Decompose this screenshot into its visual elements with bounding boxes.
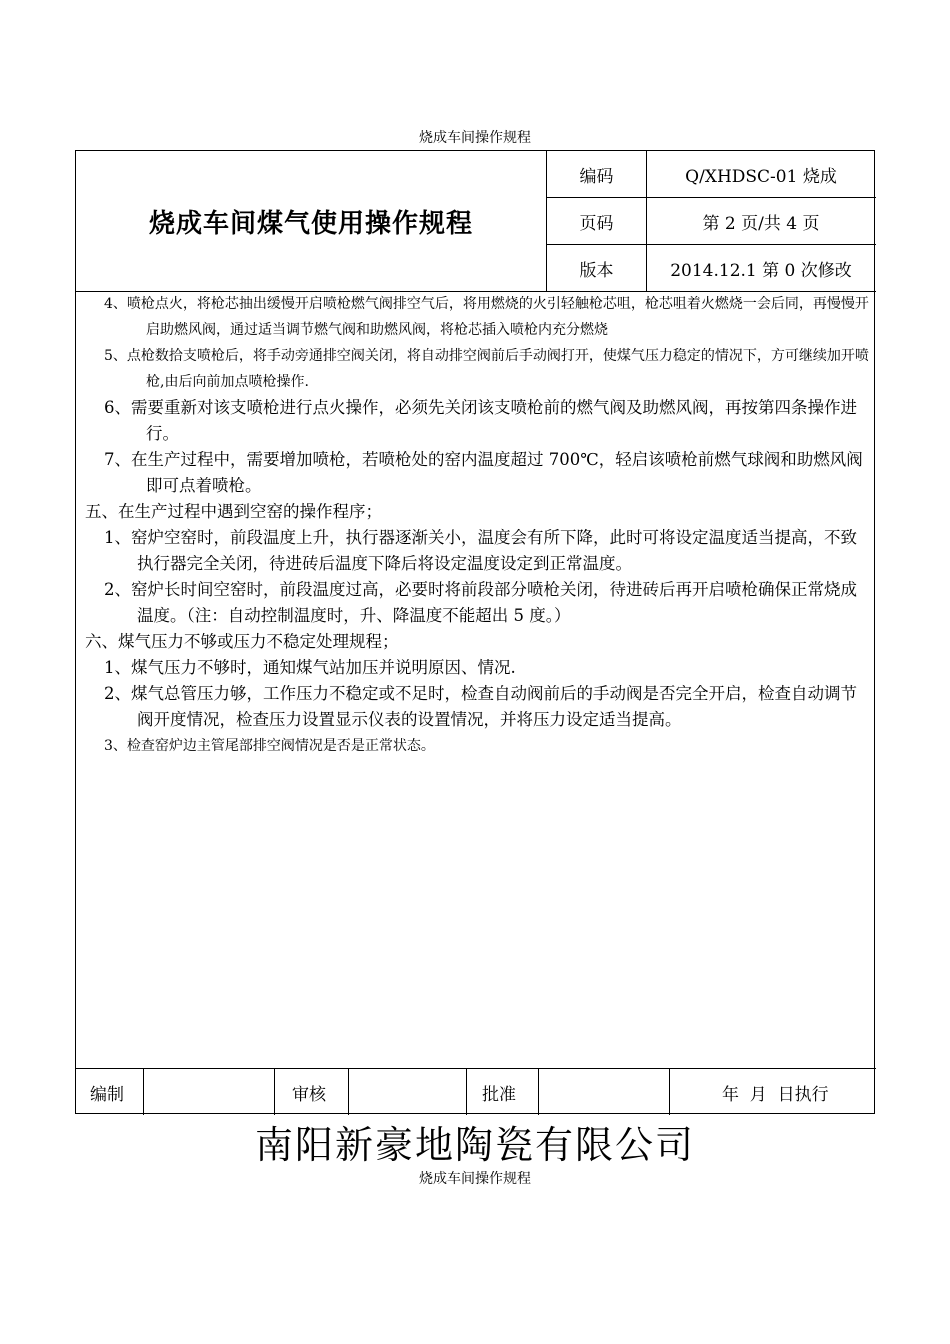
section-6-item-1: 1、煤气压力不够时，通知煤气站加压并说明原因、情况. bbox=[104, 658, 516, 677]
page-footer: 烧成车间操作规程 bbox=[419, 1171, 531, 1187]
section-5-heading: 五、在生产过程中遇到空窑的操作程序； bbox=[85, 502, 382, 521]
company-name: 南阳新豪地陶瓷有限公司 bbox=[254, 1123, 695, 1167]
compile-label: 编制 bbox=[90, 1084, 124, 1105]
divider bbox=[348, 1069, 349, 1115]
divider bbox=[669, 1069, 670, 1115]
version-label: 版本 bbox=[579, 260, 614, 281]
document-form bbox=[75, 150, 875, 1114]
document-title: 烧成车间煤气使用操作规程 bbox=[148, 208, 473, 239]
step-4: 4、喷枪点火，将枪芯抽出缓慢开启喷枪燃气阀排空气后，将用燃烧的火引轻触枪芯咀，枪芯咀着火燃烧一会后同，再慢慢开启助燃风阀，通过适当调节燃气阀和助燃风阀，将枪芯插入喷枪内充分燃烧 bbox=[104, 296, 869, 338]
review-label: 审核 bbox=[292, 1084, 326, 1105]
code-value: Q/XHDSC-01 烧成 bbox=[685, 166, 837, 187]
step-5: 5、点枪数拾支喷枪后，将手动旁通排空阀关闭，将自动排空阀前后手动阀打开，使煤气压力稳定的情况下，方可继续加开喷枪,由后向前加点喷枪操作. bbox=[104, 348, 869, 390]
version-value: 2014.12.1 第 0 次修改 bbox=[670, 260, 852, 281]
approve-label: 批准 bbox=[482, 1084, 516, 1105]
step-7: 7、在生产过程中，需要增加喷枪，若喷枪处的窑内温度超过 700℃，轻启该喷枪前燃气球阀和助燃风阀即可点着喷枪。 bbox=[104, 450, 863, 495]
step-6: 6、需要重新对该支喷枪进行点火操作，必须先关闭该支喷枪前的燃气阀及助燃风阀，再按第四条操作进行。 bbox=[104, 398, 857, 443]
page-number-label: 页码 bbox=[579, 213, 614, 234]
divider bbox=[274, 1069, 275, 1115]
section-6-item-3: 3、检查窑炉边主管尾部排空阀情况是否是正常状态。 bbox=[104, 738, 435, 754]
section-5-item-1: 1、窑炉空窑时，前段温度上升，执行器逐渐关小，温度会有所下降，此时可将设定温度适当提高，不致执行器完全关闭，待进砖后温度下降后将设定温度设定到正常温度。 bbox=[104, 528, 857, 573]
section-5-item-2: 2、窑炉长时间空窑时，前段温度过高，必要时将前段部分喷枪关闭，待进砖后再开启喷枪确保正常烧成温度。（注：自动控制温度时，升、降温度不能超出 5 度。） bbox=[104, 580, 857, 625]
divider bbox=[466, 1069, 467, 1115]
divider bbox=[538, 1069, 539, 1115]
divider bbox=[143, 1069, 144, 1115]
signature-row bbox=[76, 1068, 876, 1115]
code-label: 编码 bbox=[579, 166, 614, 187]
execute-date-label: 年 月 日执行 bbox=[722, 1084, 829, 1105]
page-number-value: 第 2 页/共 4 页 bbox=[702, 213, 820, 234]
section-6-item-2: 2、煤气总管压力够，工作压力不稳定或不足时，检查自动阀前后的手动阀是否完全开启，检查自动调节阀开度情况，检查压力设置显示仪表的设置情况，并将压力设定适当提高。 bbox=[104, 684, 857, 729]
procedure-body bbox=[82, 291, 870, 759]
section-6-heading: 六、煤气压力不够或压力不稳定处理规程； bbox=[85, 632, 399, 651]
page-header: 烧成车间操作规程 bbox=[419, 130, 531, 146]
